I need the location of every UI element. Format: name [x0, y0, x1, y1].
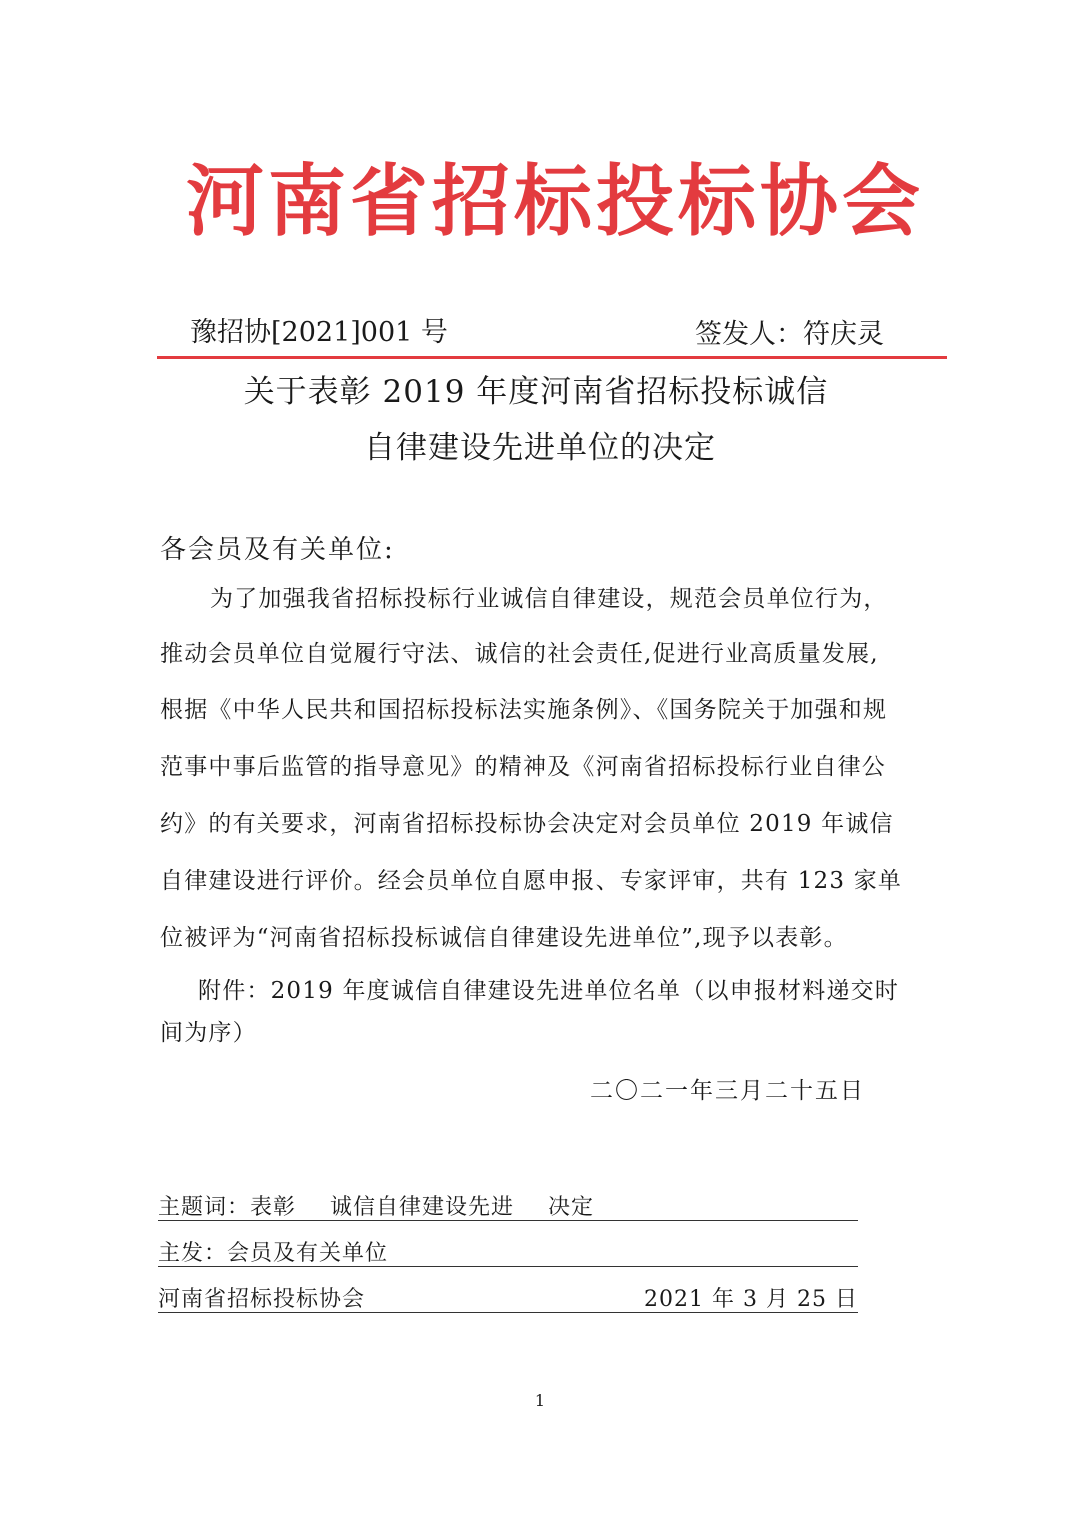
footer-keywords-label: 主题词：表彰 — [158, 1195, 297, 1220]
footer-keywords-row — [158, 1190, 858, 1221]
footer-date: 2021 年 3 月 25 日 — [644, 1287, 858, 1312]
document-title-line-1: 关于表彰 2019 年度河南省招标投标诚信 — [243, 374, 829, 410]
document-number: 豫招协[2021]001 号 — [190, 317, 448, 348]
footer-keyword: 决定 — [548, 1195, 595, 1220]
body-paragraph-line: 位被评为“河南省招标投标诚信自律建设先进单位”,现予以表彰。 — [160, 925, 848, 951]
footer-distribution: 主发：会员及有关单位 — [158, 1241, 389, 1266]
red-divider — [157, 356, 947, 359]
footer-org-row — [158, 1282, 858, 1313]
page-number: 1 — [534, 1391, 546, 1410]
footer-distribution-row — [158, 1236, 858, 1267]
masthead-title: 河南省招标投标协会 — [185, 157, 924, 247]
body-paragraph-line: 约》的有关要求，河南省招标投标协会决定对会员单位 2019 年诚信 — [160, 811, 894, 837]
footer-keyword: 诚信自律建设先进 — [330, 1195, 515, 1220]
attachment-line: 附件：2019 年度诚信自律建设先进单位名单（以申报材料递交时 — [198, 978, 900, 1004]
issuer: 签发人：符庆灵 — [695, 319, 884, 350]
attachment-line: 间为序） — [160, 1020, 257, 1046]
body-paragraph-line: 范事中事后监管的指导意见》的精神及《河南省招标投标行业自律公 — [160, 754, 886, 780]
body-paragraph-line: 推动会员单位自觉履行守法、诚信的社会责任,促进行业高质量发展, — [160, 641, 879, 667]
salutation: 各会员及有关单位: — [160, 535, 395, 565]
issue-date-chinese: 二〇二一年三月二十五日 — [590, 1078, 865, 1104]
body-paragraph-line: 自律建设进行评价。经会员单位自愿申报、专家评审，共有 123 家单 — [160, 868, 903, 894]
body-paragraph-line: 为了加强我省招标投标行业诚信自律建设，规范会员单位行为， — [210, 586, 888, 612]
document-title-line-2: 自律建设先进单位的决定 — [364, 430, 716, 466]
footer-organization: 河南省招标投标协会 — [158, 1287, 366, 1312]
body-paragraph-line: 根据《中华人民共和国招标投标法实施条例》、《国务院关于加强和规 — [160, 697, 888, 723]
